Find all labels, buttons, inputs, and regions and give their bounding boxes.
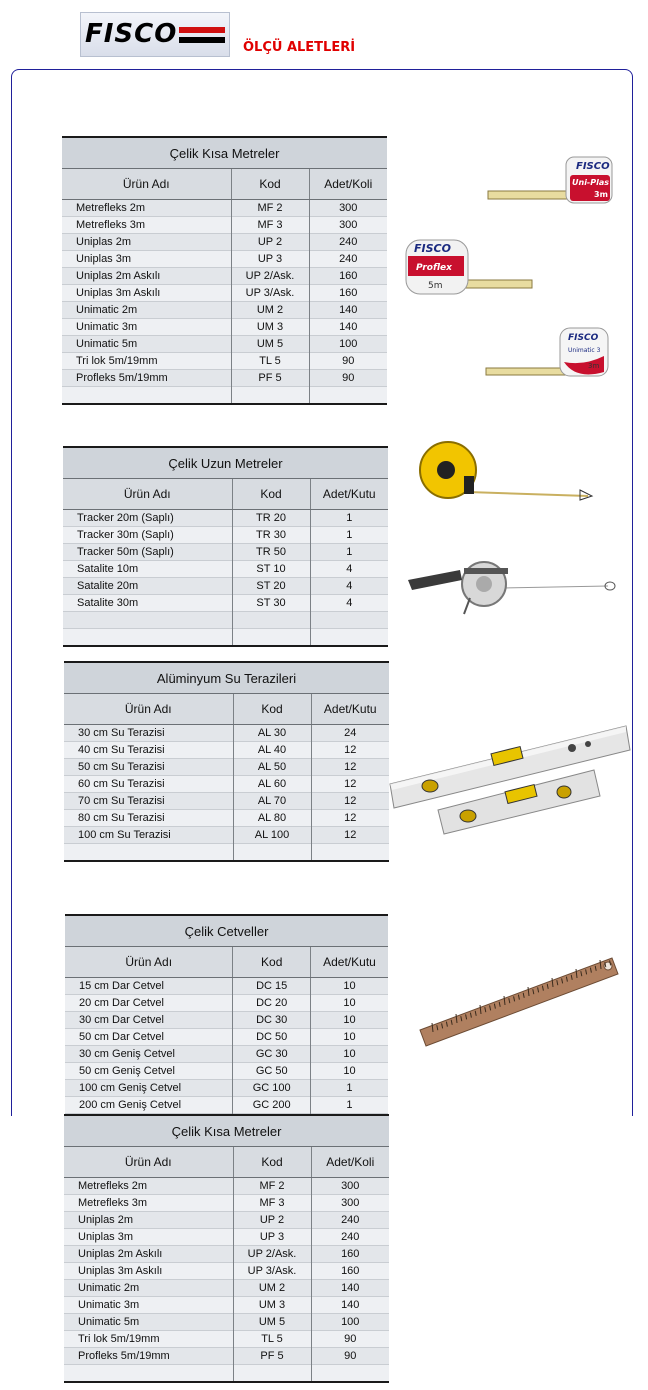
empty-row (63, 612, 388, 629)
quantity-cell: 12 (311, 827, 389, 844)
column-header: Ürün Adı (64, 694, 233, 725)
quantity-cell: 10 (310, 978, 388, 995)
quantity-cell: 90 (311, 1348, 389, 1365)
quantity-cell: 240 (309, 251, 387, 268)
table-row (62, 336, 387, 353)
product-name-cell: Uniplas 3m (64, 1229, 233, 1246)
column-header: Kod (233, 1147, 311, 1178)
column-header: Adet/Koli (311, 1147, 389, 1178)
empty-cell (309, 387, 387, 404)
quantity-cell: 10 (310, 995, 388, 1012)
product-name-cell: Profleks 5m/19mm (64, 1348, 233, 1365)
logo-text: FISCO (85, 19, 178, 49)
product-name-cell: Unimatic 3m (64, 1297, 233, 1314)
column-header: Ürün Adı (64, 1147, 233, 1178)
table-title-row (64, 662, 389, 694)
product-code-cell: DC 30 (233, 1012, 311, 1029)
product-code-cell: MF 2 (233, 1178, 311, 1195)
empty-cell (233, 844, 311, 861)
product-name-cell: Metrefleks 2m (62, 200, 231, 217)
product-code-cell: UP 3 (231, 251, 309, 268)
table-row (65, 978, 388, 995)
table-row (64, 1348, 389, 1365)
product-name-cell: 30 cm Geniş Cetvel (65, 1046, 233, 1063)
product-name-cell: Unimatic 2m (62, 302, 231, 319)
quantity-cell: 300 (309, 200, 387, 217)
product-name-cell: Uniplas 2m Askılı (64, 1246, 233, 1263)
product-code-cell: UP 3/Ask. (231, 285, 309, 302)
table-row (64, 759, 389, 776)
table-row (64, 776, 389, 793)
logo-stripe (179, 27, 225, 33)
quantity-cell: 160 (309, 285, 387, 302)
table-row (63, 561, 388, 578)
product-code-cell: UP 2 (233, 1212, 311, 1229)
product-code-cell: ST 30 (232, 595, 310, 612)
product-name-cell: 200 cm Geniş Cetvel (65, 1097, 233, 1114)
product-name-cell: Metrefleks 3m (62, 217, 231, 234)
quantity-cell: 300 (311, 1195, 389, 1212)
table-row (65, 995, 388, 1012)
column-header: Kod (231, 169, 309, 200)
product-name-cell: Unimatic 2m (64, 1280, 233, 1297)
product-table-rulers (65, 914, 388, 1132)
table-row (63, 595, 388, 612)
empty-row (63, 629, 388, 646)
table-row (64, 1314, 389, 1331)
fisco-logo[interactable] (80, 12, 230, 57)
table-row (64, 810, 389, 827)
empty-cell (232, 629, 310, 646)
column-header: Kod (233, 694, 311, 725)
empty-cell (311, 844, 389, 861)
quantity-cell: 1 (310, 510, 388, 527)
empty-cell (63, 612, 232, 629)
table-row (64, 827, 389, 844)
product-name-cell: 80 cm Su Terazisi (64, 810, 233, 827)
product-code-cell: PF 5 (231, 370, 309, 387)
product-code-cell: UM 2 (231, 302, 309, 319)
product-code-cell: MF 3 (231, 217, 309, 234)
product-table-short-tapes (62, 136, 387, 405)
quantity-cell: 240 (311, 1229, 389, 1246)
product-code-cell: UP 2 (231, 234, 309, 251)
product-name-cell: Metrefleks 2m (64, 1178, 233, 1195)
table-row (64, 1195, 389, 1212)
quantity-cell: 24 (311, 725, 389, 742)
table-row (62, 319, 387, 336)
quantity-cell: 4 (310, 578, 388, 595)
quantity-cell: 240 (311, 1212, 389, 1229)
product-code-cell: TR 30 (232, 527, 310, 544)
quantity-cell: 1 (310, 1097, 388, 1114)
product-code-cell: TR 50 (232, 544, 310, 561)
tape-model-label: Proflex (416, 263, 452, 273)
tape-size-label: 5m (428, 281, 443, 291)
tape-model-label: Uni-Plas (572, 178, 610, 187)
product-name-cell: 100 cm Su Terazisi (64, 827, 233, 844)
empty-row (64, 844, 389, 861)
product-name-cell: 30 cm Su Terazisi (64, 725, 233, 742)
table-row (65, 1063, 388, 1080)
product-code-cell: ST 10 (232, 561, 310, 578)
product-name-cell: Unimatic 5m (62, 336, 231, 353)
tape-brand-label: FISCO (568, 333, 599, 343)
table-row (65, 1046, 388, 1063)
product-name-cell: 40 cm Su Terazisi (64, 742, 233, 759)
table-header-row (65, 947, 388, 978)
tape-size-label: 3m (588, 362, 600, 370)
product-name-cell: 50 cm Su Terazisi (64, 759, 233, 776)
unimatic-tape-image (484, 326, 610, 381)
empty-cell (64, 1365, 233, 1382)
quantity-cell: 160 (311, 1246, 389, 1263)
table-row (65, 1080, 388, 1097)
table-row (63, 510, 388, 527)
product-code-cell: AL 70 (233, 793, 311, 810)
table-row (64, 1229, 389, 1246)
product-name-cell: Metrefleks 3m (64, 1195, 233, 1212)
quantity-cell: 10 (310, 1012, 388, 1029)
product-name-cell: Uniplas 2m (62, 234, 231, 251)
table-title: Çelik Kısa Metreler (64, 1115, 389, 1147)
product-code-cell: UP 2/Ask. (231, 268, 309, 285)
product-name-cell: Tri lok 5m/19mm (64, 1331, 233, 1348)
table-row (62, 268, 387, 285)
steel-ruler-image (418, 954, 620, 1050)
table-row (63, 578, 388, 595)
empty-cell (310, 612, 388, 629)
product-name-cell: Uniplas 2m (64, 1212, 233, 1229)
product-name-cell: Tracker 30m (Saplı) (63, 527, 232, 544)
table-title-row (62, 137, 387, 169)
table-row (64, 1246, 389, 1263)
product-code-cell: DC 15 (233, 978, 311, 995)
product-code-cell: ST 20 (232, 578, 310, 595)
product-name-cell: Tri lok 5m/19mm (62, 353, 231, 370)
product-name-cell: Tracker 50m (Saplı) (63, 544, 232, 561)
product-code-cell: DC 20 (233, 995, 311, 1012)
table-header-row (63, 479, 388, 510)
quantity-cell: 240 (309, 234, 387, 251)
table-row (63, 544, 388, 561)
tape-size-label: 3m (594, 190, 608, 199)
product-name-cell: Unimatic 5m (64, 1314, 233, 1331)
tracker-long-tape-image (418, 440, 598, 504)
quantity-cell: 12 (311, 759, 389, 776)
table-header-row (62, 169, 387, 200)
empty-cell (232, 612, 310, 629)
quantity-cell: 1 (310, 1080, 388, 1097)
quantity-cell: 4 (310, 561, 388, 578)
product-code-cell: UP 3 (233, 1229, 311, 1246)
quantity-cell: 160 (311, 1263, 389, 1280)
table-title-row (65, 915, 388, 947)
empty-cell (62, 387, 231, 404)
table-title-row (63, 447, 388, 479)
quantity-cell: 12 (311, 742, 389, 759)
table-title: Çelik Cetveller (65, 915, 388, 947)
table-title-row (64, 1115, 389, 1147)
quantity-cell: 10 (310, 1029, 388, 1046)
logo-stripe (179, 37, 225, 43)
product-name-cell: 60 cm Su Terazisi (64, 776, 233, 793)
product-name-cell: Uniplas 3m (62, 251, 231, 268)
product-code-cell: TL 5 (231, 353, 309, 370)
product-code-cell: GC 30 (233, 1046, 311, 1063)
table-header-row (64, 694, 389, 725)
product-code-cell: MF 2 (231, 200, 309, 217)
table-row (62, 217, 387, 234)
quantity-cell: 140 (309, 319, 387, 336)
uniplas-tape-image (486, 155, 616, 210)
quantity-cell: 1 (310, 544, 388, 561)
quantity-cell: 90 (311, 1331, 389, 1348)
column-header: Adet/Koli (309, 169, 387, 200)
product-code-cell: UM 2 (233, 1280, 311, 1297)
product-table-short-tapes-repeat (64, 1114, 389, 1383)
product-name-cell: Uniplas 3m Askılı (62, 285, 231, 302)
empty-cell (310, 629, 388, 646)
table-row (62, 200, 387, 217)
product-name-cell: 50 cm Dar Cetvel (65, 1029, 233, 1046)
column-header: Adet/Kutu (311, 694, 389, 725)
product-code-cell: GC 50 (233, 1063, 311, 1080)
product-name-cell: Satalite 10m (63, 561, 232, 578)
product-code-cell: AL 40 (233, 742, 311, 759)
product-code-cell: TL 5 (233, 1331, 311, 1348)
quantity-cell: 300 (309, 217, 387, 234)
spirit-levels-image (388, 722, 632, 837)
table-row (62, 370, 387, 387)
quantity-cell: 1 (310, 527, 388, 544)
empty-row (62, 387, 387, 404)
column-header: Ürün Adı (63, 479, 232, 510)
empty-cell (311, 1365, 389, 1382)
product-name-cell: 15 cm Dar Cetvel (65, 978, 233, 995)
product-name-cell: 30 cm Dar Cetvel (65, 1012, 233, 1029)
table-row (65, 1029, 388, 1046)
empty-cell (63, 629, 232, 646)
quantity-cell: 140 (311, 1297, 389, 1314)
quantity-cell: 4 (310, 595, 388, 612)
product-name-cell: Unimatic 3m (62, 319, 231, 336)
product-code-cell: UM 5 (233, 1314, 311, 1331)
empty-cell (231, 387, 309, 404)
quantity-cell: 90 (309, 370, 387, 387)
product-name-cell: Tracker 20m (Saplı) (63, 510, 232, 527)
product-code-cell: GC 200 (233, 1097, 311, 1114)
product-code-cell: UM 3 (233, 1297, 311, 1314)
table-row (64, 1212, 389, 1229)
table-row (63, 527, 388, 544)
product-name-cell: Satalite 30m (63, 595, 232, 612)
product-code-cell: AL 80 (233, 810, 311, 827)
table-row (64, 1263, 389, 1280)
table-row (65, 1012, 388, 1029)
quantity-cell: 90 (309, 353, 387, 370)
column-header: Adet/Kutu (310, 947, 388, 978)
table-row (64, 1280, 389, 1297)
table-title: Alüminyum Su Terazileri (64, 662, 389, 694)
product-name-cell: Uniplas 2m Askılı (62, 268, 231, 285)
product-code-cell: GC 100 (233, 1080, 311, 1097)
empty-row (64, 1365, 389, 1382)
table-title: Çelik Kısa Metreler (62, 137, 387, 169)
product-code-cell: UP 2/Ask. (233, 1246, 311, 1263)
column-header: Adet/Kutu (310, 479, 388, 510)
product-code-cell: UM 5 (231, 336, 309, 353)
proflex-tape-image (404, 236, 534, 298)
quantity-cell: 10 (310, 1063, 388, 1080)
product-name-cell: Uniplas 3m Askılı (64, 1263, 233, 1280)
quantity-cell: 12 (311, 776, 389, 793)
tape-brand-label: FISCO (414, 242, 451, 255)
table-row (64, 725, 389, 742)
tape-model-label: Unimatic 3 (568, 347, 601, 354)
product-name-cell: 50 cm Geniş Cetvel (65, 1063, 233, 1080)
column-header: Ürün Adı (65, 947, 233, 978)
product-code-cell: UM 3 (231, 319, 309, 336)
quantity-cell: 300 (311, 1178, 389, 1195)
quantity-cell: 10 (310, 1046, 388, 1063)
product-code-cell: TR 20 (232, 510, 310, 527)
table-row (64, 742, 389, 759)
product-name-cell: Satalite 20m (63, 578, 232, 595)
product-code-cell: MF 3 (233, 1195, 311, 1212)
quantity-cell: 100 (311, 1314, 389, 1331)
quantity-cell: 160 (309, 268, 387, 285)
table-row (64, 1331, 389, 1348)
table-row (62, 251, 387, 268)
table-row (64, 793, 389, 810)
product-code-cell: AL 60 (233, 776, 311, 793)
product-name-cell: 20 cm Dar Cetvel (65, 995, 233, 1012)
empty-cell (233, 1365, 311, 1382)
product-code-cell: PF 5 (233, 1348, 311, 1365)
column-header: Kod (233, 947, 311, 978)
table-row (62, 234, 387, 251)
table-title: Çelik Uzun Metreler (63, 447, 388, 479)
column-header: Kod (232, 479, 310, 510)
product-name-cell: Profleks 5m/19mm (62, 370, 231, 387)
table-header-row (64, 1147, 389, 1178)
table-row (65, 1097, 388, 1114)
table-row (64, 1297, 389, 1314)
product-name-cell: 70 cm Su Terazisi (64, 793, 233, 810)
product-name-cell: 100 cm Geniş Cetvel (65, 1080, 233, 1097)
tape-brand-label: FISCO (576, 161, 610, 172)
satalite-long-tape-image (404, 558, 618, 618)
product-table-spirit-levels (64, 661, 389, 862)
quantity-cell: 140 (309, 302, 387, 319)
table-row (62, 285, 387, 302)
quantity-cell: 12 (311, 810, 389, 827)
empty-cell (64, 844, 233, 861)
product-code-cell: DC 50 (233, 1029, 311, 1046)
column-header: Ürün Adı (62, 169, 231, 200)
table-row (64, 1178, 389, 1195)
quantity-cell: 140 (311, 1280, 389, 1297)
quantity-cell: 12 (311, 793, 389, 810)
product-code-cell: UP 3/Ask. (233, 1263, 311, 1280)
product-code-cell: AL 50 (233, 759, 311, 776)
quantity-cell: 100 (309, 336, 387, 353)
product-code-cell: AL 30 (233, 725, 311, 742)
table-row (62, 353, 387, 370)
page-title: ÖLÇÜ ALETLERİ (243, 40, 356, 55)
table-row (62, 302, 387, 319)
product-table-long-tapes (63, 446, 388, 647)
product-code-cell: AL 100 (233, 827, 311, 844)
